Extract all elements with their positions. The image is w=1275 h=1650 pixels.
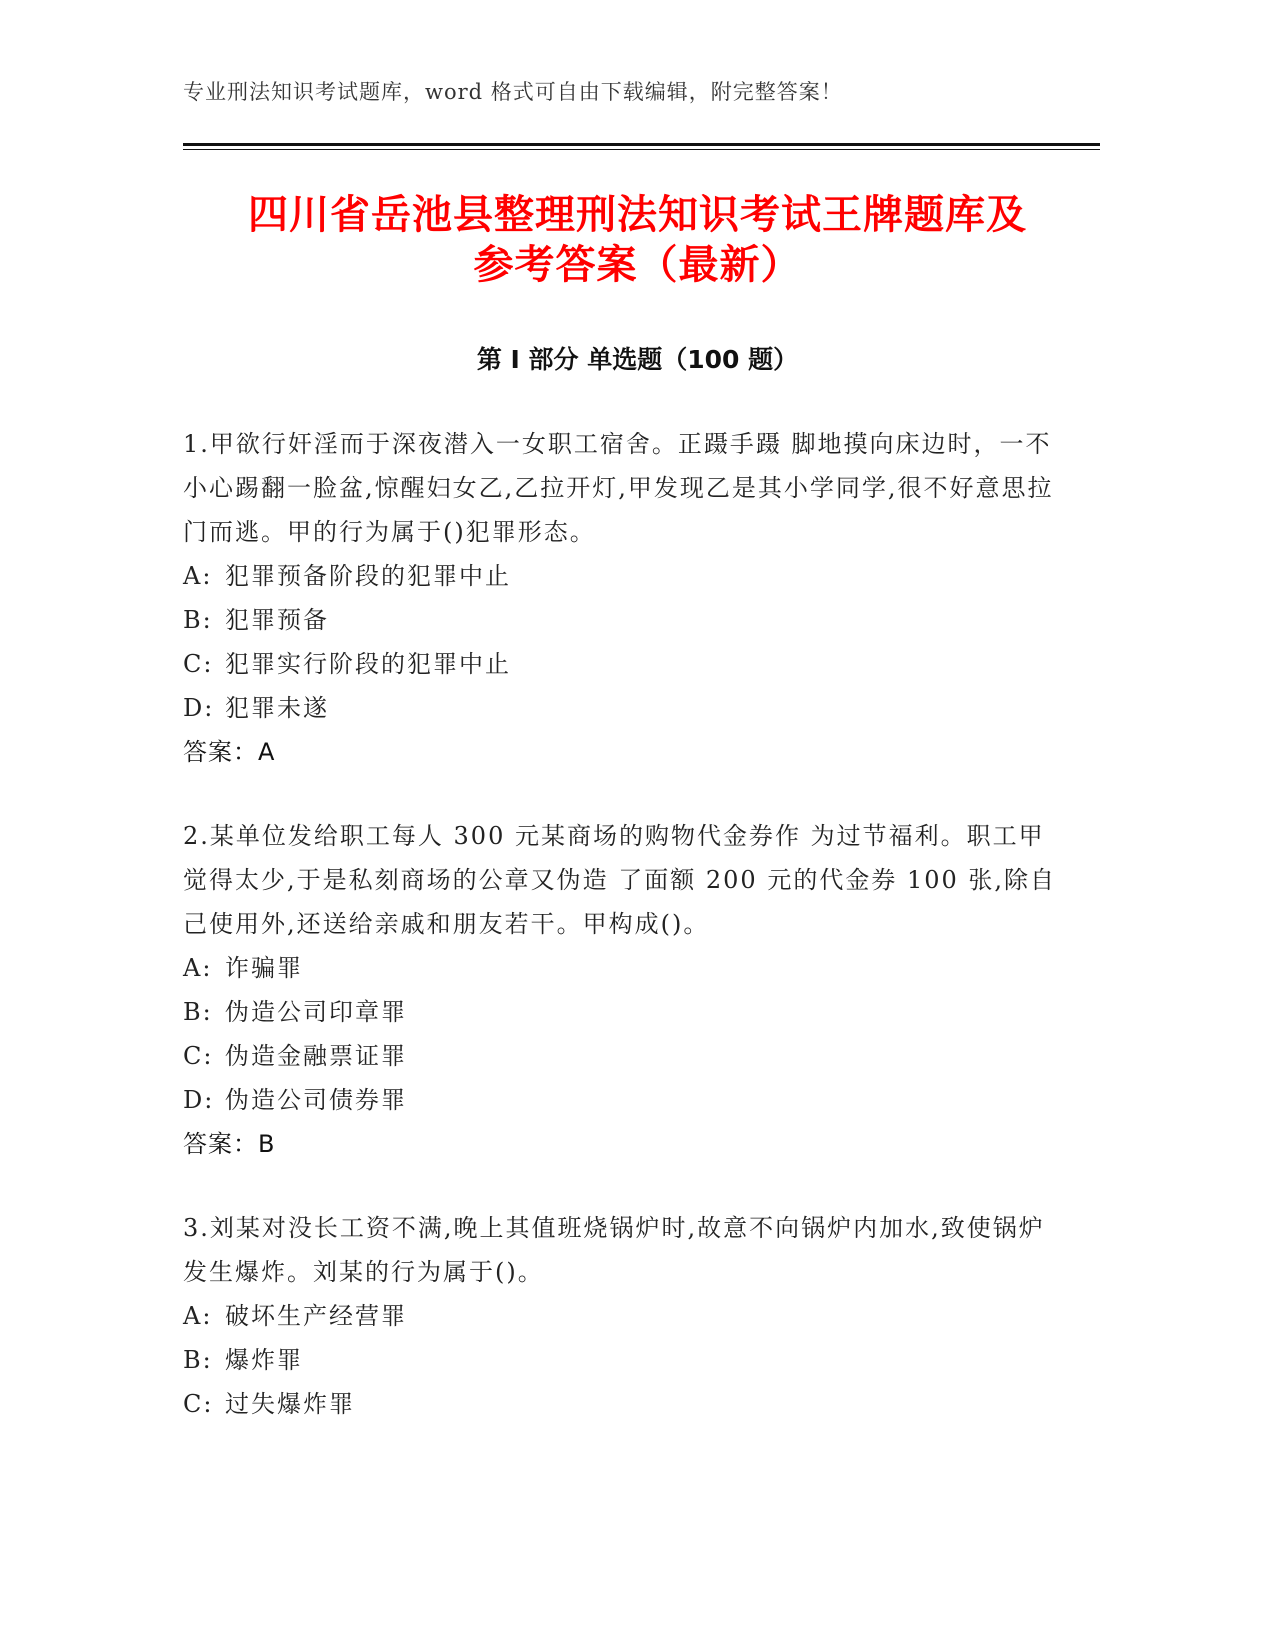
option-text: 破坏生产经营罪 (225, 1302, 407, 1330)
question-3 (183, 1206, 1063, 1426)
option-text: 诈骗罪 (225, 954, 303, 982)
option-a (183, 946, 1063, 990)
option-b (183, 990, 1063, 1034)
option-key: B: (183, 606, 213, 634)
option-c (183, 1034, 1063, 1078)
option-text: 犯罪预备 (225, 606, 329, 634)
option-text: 伪造金融票证罪 (225, 1042, 407, 1070)
option-d (183, 1078, 1063, 1122)
question-stem: 1.甲欲行奸淫而于深夜潜入一女职工宿舍。正蹑手蹑 脚地摸向床边时，一不小心踢翻一脸盆,惊醒妇女乙,乙拉开灯,甲发现乙是其小学同学,很不好意思拉门而逃。甲的行为属于()犯罪形态。 (183, 430, 1054, 546)
option-c (183, 642, 1063, 686)
option-key: C: (183, 1042, 214, 1070)
option-text: 犯罪实行阶段的犯罪中止 (225, 650, 511, 678)
option-text: 犯罪未遂 (225, 694, 329, 722)
document-title-line2: 参考答案（最新） (473, 242, 802, 288)
answer-label: 答案：A (183, 738, 276, 766)
question-stem: 3.刘某对没长工资不满,晚上其值班烧锅炉时,故意不向锅炉内加水,致使锅炉发生爆炸。刘某的行为属于()。 (183, 1214, 1045, 1286)
option-d (183, 686, 1063, 730)
option-key: D: (183, 1086, 215, 1114)
option-key: D: (183, 694, 215, 722)
option-text: 过失爆炸罪 (225, 1390, 355, 1418)
option-a (183, 554, 1063, 598)
question-1 (183, 422, 1063, 774)
header-rule-thin (183, 149, 1100, 150)
document-title (150, 190, 1125, 290)
header-note: 专业刑法知识考试题库，word 格式可自由下载编辑，附完整答案！ (183, 80, 843, 104)
option-b (183, 598, 1063, 642)
option-key: B: (183, 998, 213, 1026)
option-a (183, 1294, 1063, 1338)
option-key: A: (183, 954, 213, 982)
option-b (183, 1338, 1063, 1382)
document-title-line1: 四川省岳池县整理刑法知识考试王牌题库及 (248, 192, 1027, 238)
question-stem: 2.某单位发给职工每人 300 元某商场的购物代金券作 为过节福利。职工甲觉得太少,于是私刻商场的公章又伪造 了面额 200 元的代金券 100 张,除自己使用外,还送给亲戚和朋友若干。甲构成()。 (183, 822, 1057, 938)
question-2 (183, 814, 1063, 1166)
option-key: A: (183, 1302, 213, 1330)
option-text: 伪造公司债券罪 (225, 1086, 407, 1114)
option-text: 伪造公司印章罪 (225, 998, 407, 1026)
option-key: A: (183, 562, 213, 590)
option-key: B: (183, 1346, 213, 1374)
option-key: C: (183, 1390, 214, 1418)
option-text: 爆炸罪 (225, 1346, 303, 1374)
option-key: C: (183, 650, 214, 678)
option-c (183, 1382, 1063, 1426)
section-title: 第 I 部分 单选题（100 题） (476, 345, 799, 374)
answer-label: 答案：B (183, 1130, 276, 1158)
header-rule-thick (183, 143, 1100, 146)
option-text: 犯罪预备阶段的犯罪中止 (225, 562, 511, 590)
